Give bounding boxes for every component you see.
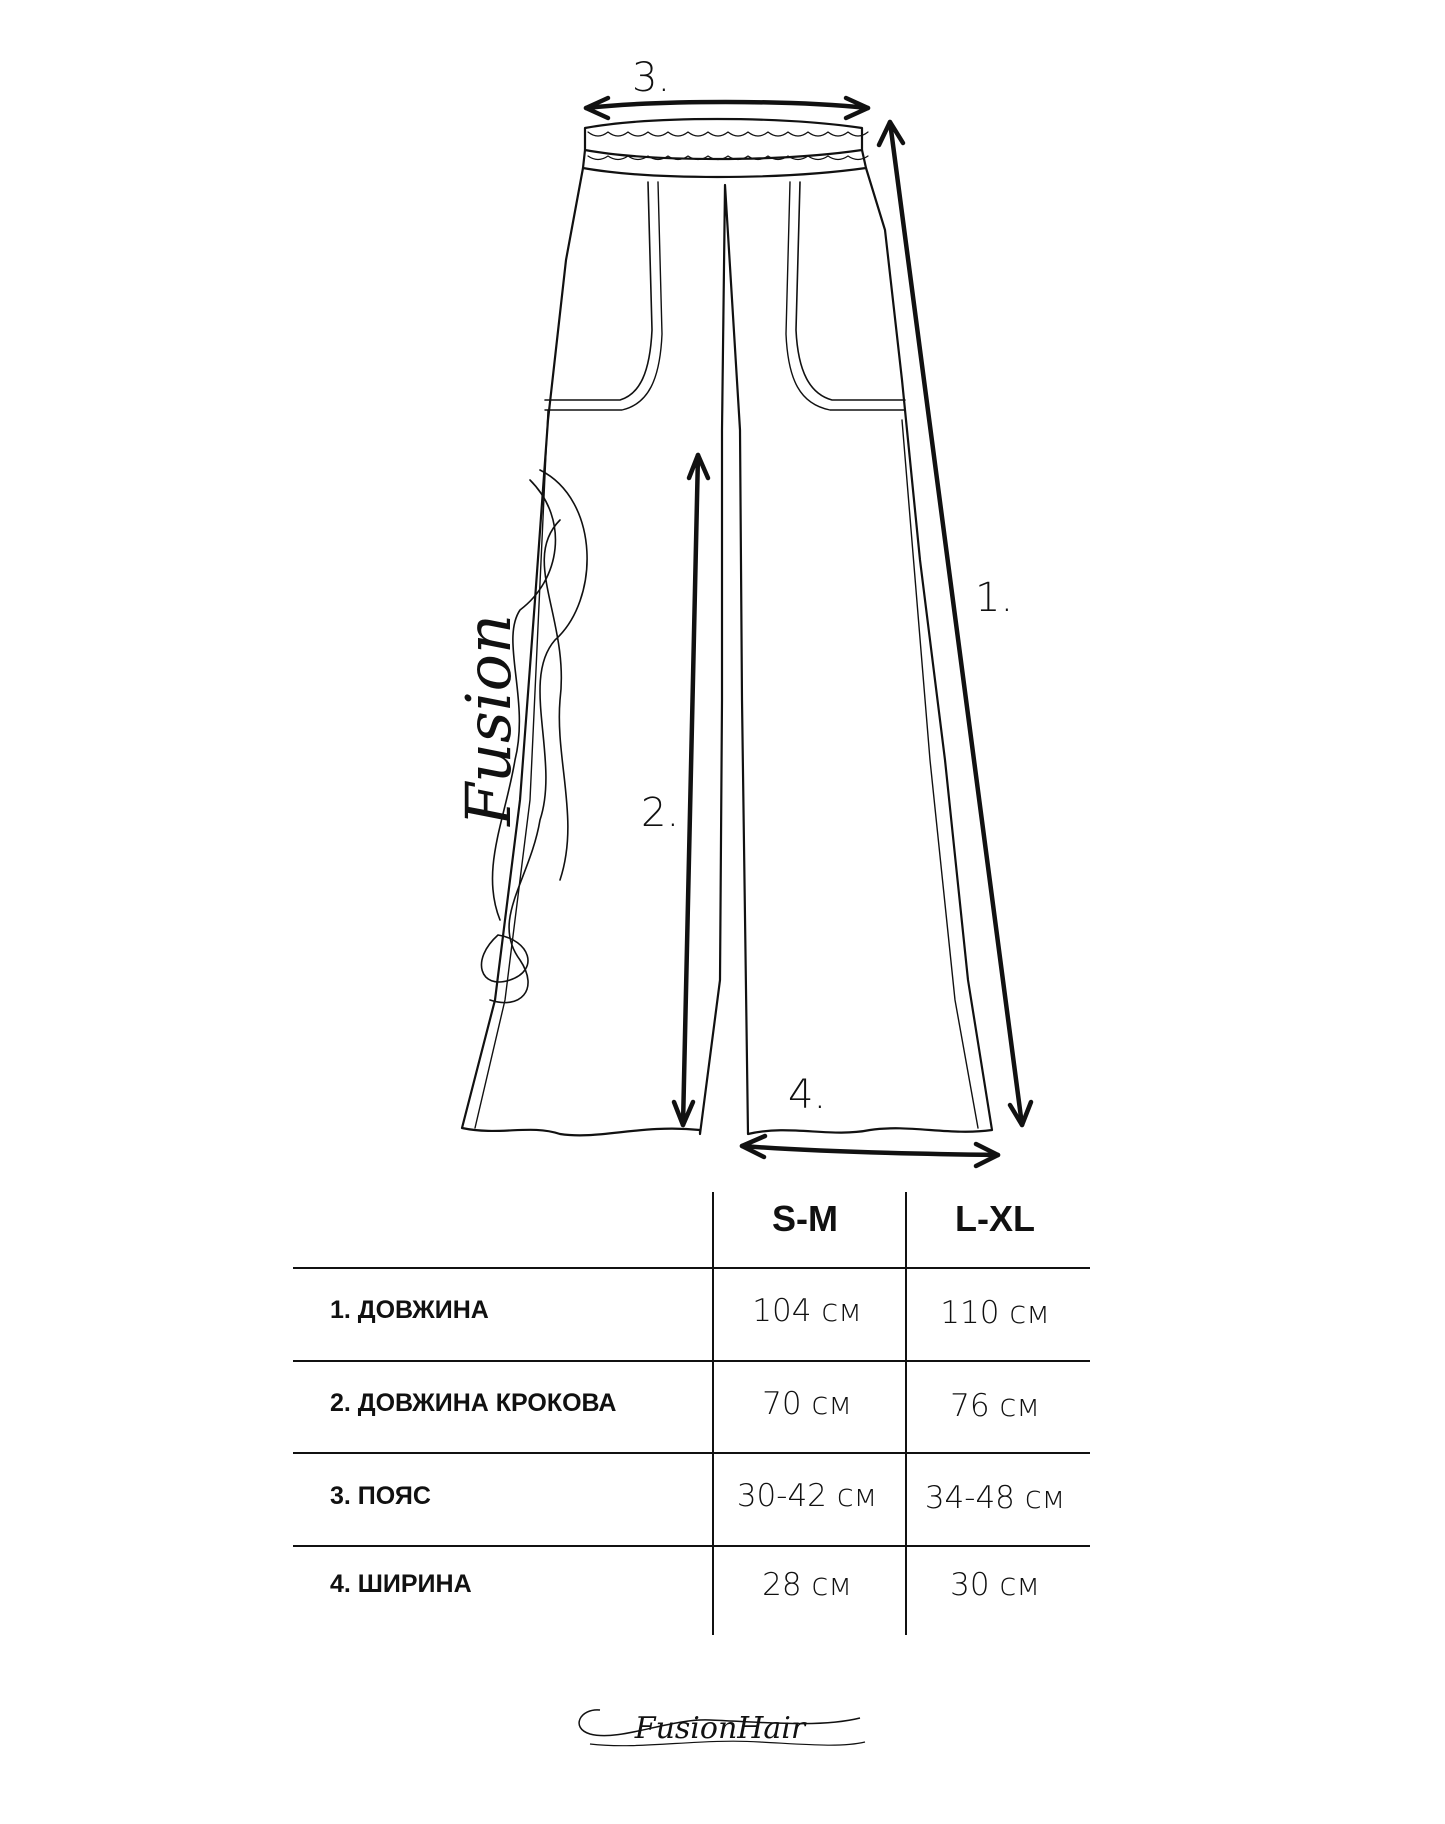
cell-inseam-s-m: 70 см (762, 1386, 852, 1422)
brand-logo-text: FusionHair (634, 1711, 806, 1746)
row-label-waist: 3. ПОЯС (330, 1482, 431, 1510)
cell-length-l-xl: 110 см (940, 1295, 1050, 1331)
cell-waist-l-xl: 34-48 см (924, 1480, 1066, 1516)
length-arrow (879, 122, 1031, 1125)
cell-width-s-m: 28 см (762, 1567, 852, 1603)
row-label-inseam: 2. ДОВЖИНА КРОКОВА (330, 1389, 617, 1417)
label-length-number: 1. (975, 575, 1014, 621)
width-arrow (742, 1136, 998, 1166)
row-label-length: 1. ДОВЖИНА (330, 1296, 489, 1324)
column-header-l-xl: L-XL (955, 1198, 1035, 1239)
cell-inseam-l-xl: 76 см (950, 1388, 1040, 1424)
trouser-outline (462, 168, 992, 1135)
label-inseam-number: 2. (641, 790, 680, 836)
label-width-number: 4. (788, 1072, 827, 1118)
left-pocket (545, 182, 652, 400)
cell-width-l-xl: 30 см (950, 1567, 1040, 1603)
leg-print-text: Fusion (452, 614, 525, 826)
waist-arrow (586, 98, 868, 118)
cell-waist-s-m: 30-42 см (736, 1478, 878, 1514)
cell-length-s-m: 104 см (752, 1293, 862, 1329)
row-label-width: 4. ШИРИНА (330, 1570, 472, 1598)
label-waist-number: 3. (632, 55, 671, 101)
column-header-s-m: S-M (772, 1198, 838, 1239)
waistband (583, 119, 868, 177)
brand-logo (560, 1698, 880, 1758)
right-pocket (796, 182, 905, 400)
